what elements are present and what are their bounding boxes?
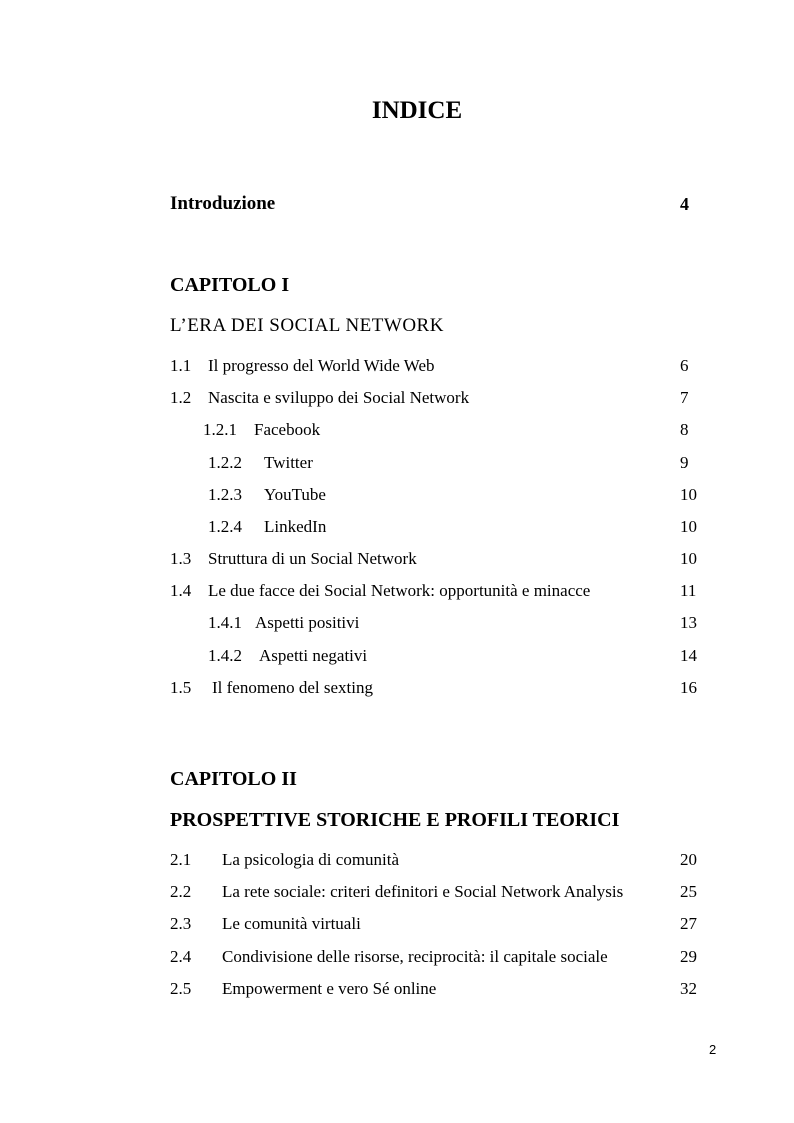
- toc-entry-page: 10: [680, 517, 697, 536]
- toc-entry-number: 1.3: [170, 549, 192, 568]
- toc-entry-label: Struttura di un Social Network: [208, 549, 417, 568]
- intro-page: 4: [680, 194, 689, 214]
- toc-entry[interactable]: [170, 579, 590, 603]
- toc-entry-label: Aspetti negativi: [259, 646, 368, 665]
- intro-label: Introduzione: [170, 193, 276, 214]
- toc-entry-label: Facebook: [254, 420, 321, 439]
- toc-entry-label: Aspetti positivi: [255, 613, 360, 632]
- toc-entry[interactable]: [208, 515, 326, 539]
- chapter2-heading: CAPITOLO II: [170, 768, 297, 790]
- toc-entry-page: 11: [680, 581, 697, 600]
- chapter1-subtitle: L’ERA DEI SOCIAL NETWORK: [170, 315, 444, 336]
- toc-entry-number: 1.4.2: [208, 646, 242, 665]
- toc-entry[interactable]: [170, 386, 469, 410]
- chapter1-heading: CAPITOLO I: [170, 274, 290, 296]
- toc-entry[interactable]: [208, 483, 326, 507]
- toc-entry-label: YouTube: [264, 485, 326, 504]
- toc-entry-page: 25: [680, 882, 697, 901]
- toc-entry[interactable]: [170, 676, 373, 700]
- toc-entry-number: 1.2.4: [208, 517, 242, 536]
- toc-entry-page: 8: [680, 420, 689, 439]
- toc-entry-page: 9: [680, 453, 689, 472]
- toc-entry-number: 1.4: [170, 581, 192, 600]
- toc-entry-page: 6: [680, 356, 689, 375]
- toc-entry[interactable]: [170, 912, 361, 936]
- toc-entry-label: Le due facce dei Social Network: opportunità e minacce: [208, 581, 591, 600]
- toc-entry-number: 2.3: [170, 914, 192, 933]
- toc-entry[interactable]: [170, 977, 436, 1001]
- toc-entry[interactable]: [170, 354, 435, 378]
- toc-entry-label: Twitter: [264, 453, 313, 472]
- toc-entry-number: 1.4.1: [208, 613, 242, 632]
- toc-entry-page: 10: [680, 485, 697, 504]
- toc-entry-number: 2.1: [170, 850, 192, 869]
- toc-entry-number: 2.2: [170, 882, 192, 901]
- toc-entry-page: 7: [680, 388, 689, 407]
- toc-entry[interactable]: [208, 644, 367, 668]
- toc-entry-label: La psicologia di comunità: [222, 850, 400, 869]
- toc-entry-page: 13: [680, 613, 697, 632]
- toc-entry[interactable]: [170, 945, 608, 969]
- toc-entry-number: 1.1: [170, 356, 192, 375]
- toc-entry-label: Le comunità virtuali: [222, 914, 361, 933]
- toc-entry-label: Il progresso del World Wide Web: [208, 356, 435, 375]
- toc-entry-number: 1.2.1: [203, 420, 237, 439]
- toc-entry-number: 1.5: [170, 678, 192, 697]
- toc-entry-number: 2.4: [170, 947, 192, 966]
- toc-entry-number: 1.2: [170, 388, 192, 407]
- toc-entry-label: Nascita e sviluppo dei Social Network: [208, 388, 470, 407]
- toc-entry-number: 1.2.2: [208, 453, 242, 472]
- toc-entry[interactable]: [208, 611, 359, 635]
- toc-entry-page: 32: [680, 979, 697, 998]
- toc-entry-page: 16: [680, 678, 697, 697]
- toc-entry-number: 2.5: [170, 979, 192, 998]
- toc-entry-page: 20: [680, 850, 697, 869]
- toc-entry-label: Il fenomeno del sexting: [212, 678, 373, 697]
- footer-page-number: 2: [709, 1042, 717, 1057]
- toc-entry-page: 29: [680, 947, 697, 966]
- toc-entry[interactable]: [203, 418, 320, 442]
- toc-entry[interactable]: [170, 880, 623, 904]
- toc-entry[interactable]: [170, 848, 399, 872]
- toc-entry[interactable]: [208, 451, 313, 475]
- chapter2-subtitle: PROSPETTIVE STORICHE E PROFILI TEORICI: [170, 809, 620, 831]
- toc-entry-page: 10: [680, 549, 697, 568]
- toc-entry-page: 14: [680, 646, 697, 665]
- toc-entry-page: 27: [680, 914, 697, 933]
- page-title: INDICE: [371, 97, 463, 124]
- toc-entry-label: La rete sociale: criteri definitori e Social Network Analysis: [222, 882, 624, 901]
- toc-entry-label: LinkedIn: [264, 517, 327, 536]
- toc-entry[interactable]: [170, 547, 417, 571]
- toc-entry-label: Condivisione delle risorse, reciprocità: il capitale sociale: [222, 947, 608, 966]
- toc-entry-number: 1.2.3: [208, 485, 242, 504]
- toc-entry-label: Empowerment e vero Sé online: [222, 979, 437, 998]
